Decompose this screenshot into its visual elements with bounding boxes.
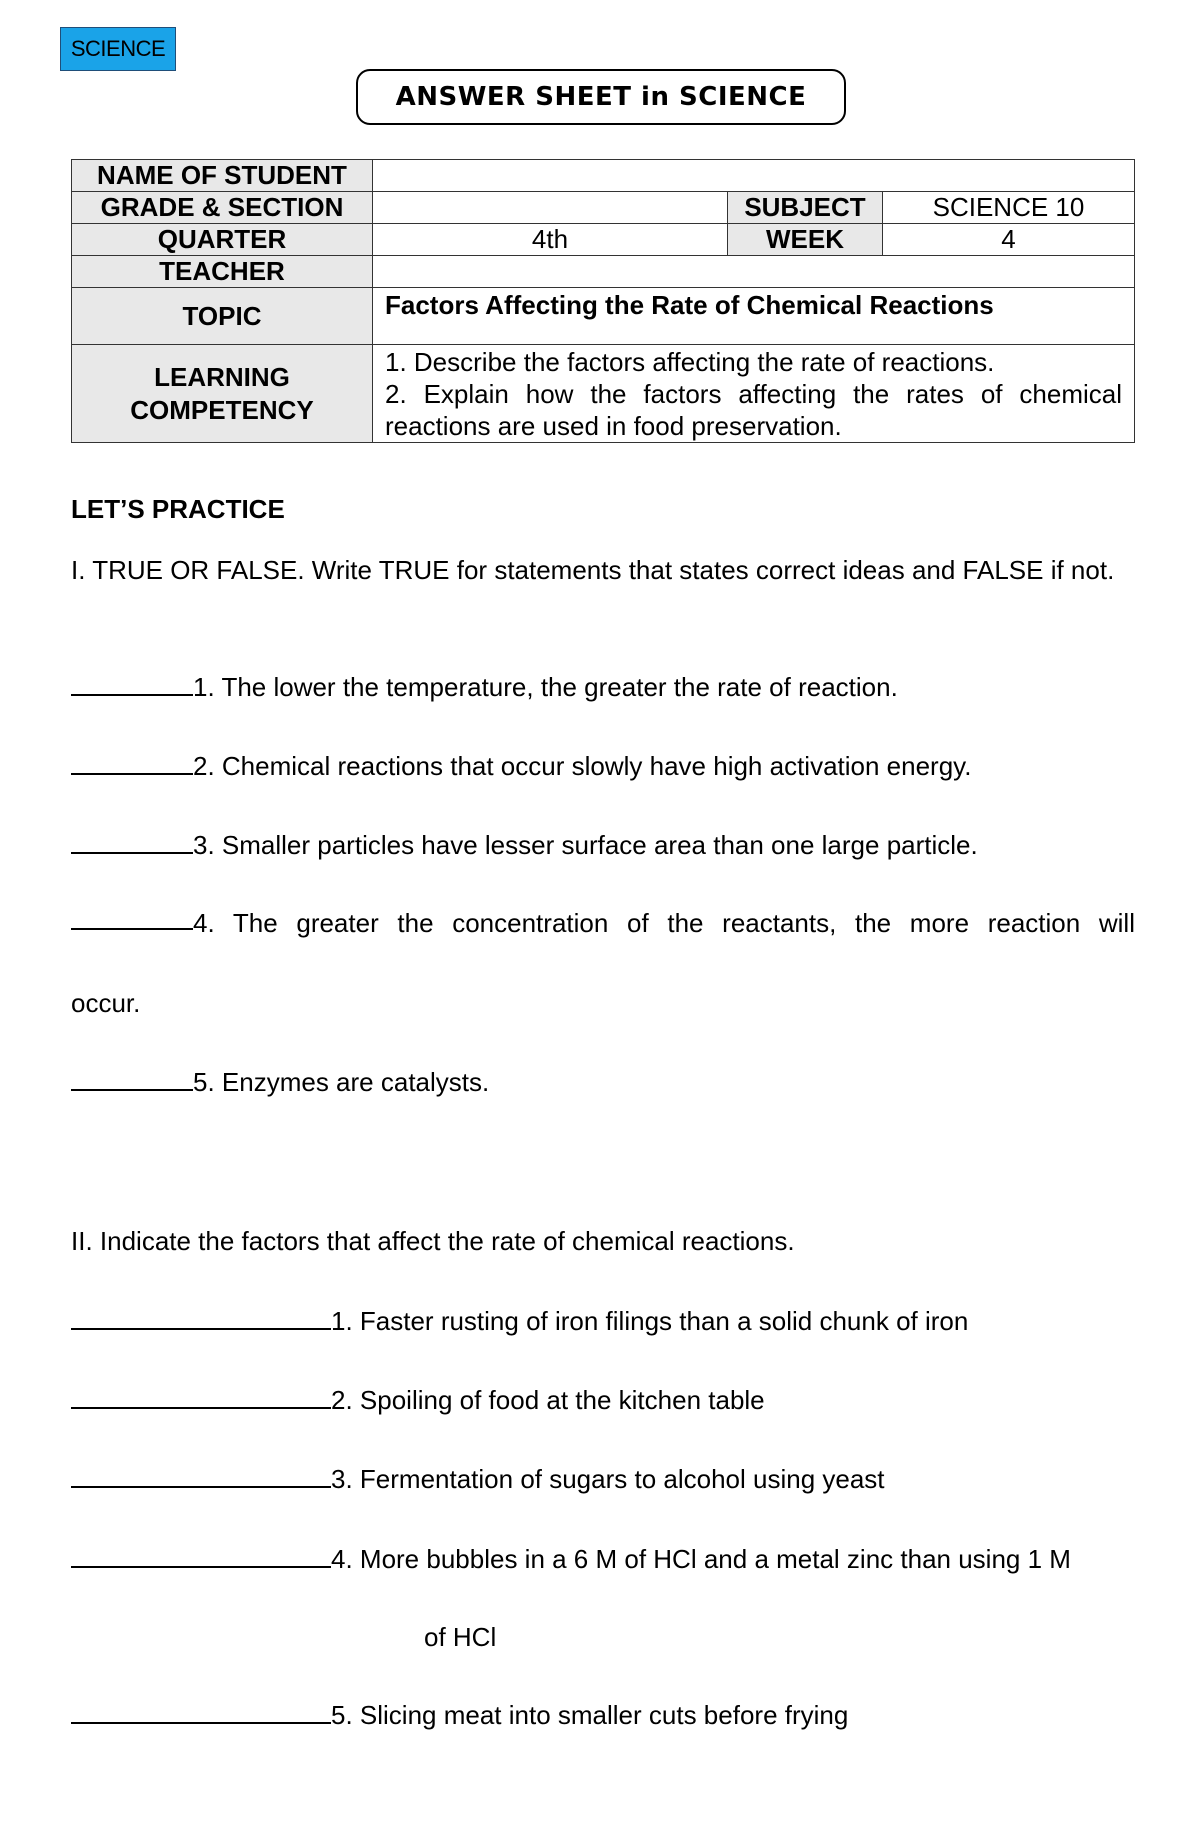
subject-label: SUBJECT — [728, 192, 883, 224]
answer-blank[interactable] — [71, 1702, 331, 1724]
answer-blank[interactable] — [71, 1546, 331, 1568]
answer-blank[interactable] — [71, 753, 193, 775]
subject-tag: SCIENCE — [60, 27, 176, 71]
tf-item-1 — [71, 672, 1135, 703]
week-label: WEEK — [728, 224, 883, 256]
factor-item-text: 5. Slicing meat into smaller cuts before frying — [331, 1700, 849, 1730]
factor-item-3 — [71, 1464, 1135, 1495]
teacher-row — [72, 256, 1135, 288]
subject-value: SCIENCE 10 — [883, 192, 1135, 224]
topic-label: TOPIC — [72, 288, 373, 345]
grade-field[interactable] — [373, 192, 728, 224]
competency-row — [72, 345, 1135, 443]
tf-item-text: 4. The greater the concentration of the reactants, the more reaction will — [193, 908, 1135, 938]
factor-item-text: 3. Fermentation of sugars to alcohol using yeast — [331, 1464, 885, 1494]
answer-blank[interactable] — [71, 1466, 331, 1488]
name-field[interactable] — [373, 160, 1135, 192]
tf-item-text: 1. The lower the temperature, the greater the rate of reaction. — [193, 672, 898, 702]
part1-instruction: I. TRUE OR FALSE. Write TRUE for statements that states correct ideas and FALSE if not. — [71, 555, 1115, 585]
competency-label-line-2: COMPETENCY — [130, 394, 314, 425]
tf-item-text: 5. Enzymes are catalysts. — [193, 1067, 490, 1097]
week-value: 4 — [883, 224, 1135, 256]
factor-item-text: 2. Spoiling of food at the kitchen table — [331, 1385, 765, 1415]
factor-item-text: 4. More bubbles in a 6 M of HCl and a metal zinc than using 1 M — [331, 1544, 1071, 1574]
factor-item-2 — [71, 1385, 1135, 1416]
tf-item-2 — [71, 751, 1135, 782]
answer-blank[interactable] — [71, 1069, 193, 1091]
tf-item-text: 3. Smaller particles have lesser surface area than one large particle. — [193, 830, 978, 860]
grade-row — [72, 192, 1135, 224]
student-info-table — [71, 159, 1135, 443]
teacher-field[interactable] — [373, 256, 1135, 288]
factor-item-4 — [71, 1544, 1135, 1575]
page-title: ANSWER SHEET in SCIENCE — [356, 69, 846, 125]
factor-item-5 — [71, 1700, 1135, 1731]
topic-row — [72, 288, 1135, 345]
answer-blank[interactable] — [71, 832, 193, 854]
tf-item-3 — [71, 830, 1135, 861]
topic-value: Factors Affecting the Rate of Chemical Reactions — [373, 288, 1135, 345]
answer-blank[interactable] — [71, 1308, 331, 1330]
tf-item-4-continued: occur. — [71, 988, 141, 1018]
part2-instruction: II. Indicate the factors that affect the rate of chemical reactions. — [71, 1226, 795, 1256]
tf-item-5 — [71, 1067, 1135, 1098]
competency-label — [72, 345, 373, 443]
tf-item-text: 2. Chemical reactions that occur slowly have high activation energy. — [193, 751, 972, 781]
teacher-label: TEACHER — [72, 256, 373, 288]
quarter-value: 4th — [373, 224, 728, 256]
name-row — [72, 160, 1135, 192]
answer-blank[interactable] — [71, 1387, 331, 1409]
competency-value — [373, 345, 1135, 443]
competency-label-line-1: LEARNING — [154, 361, 290, 392]
competency-item-1: 1. Describe the factors affecting the rate of reactions. — [385, 347, 995, 377]
quarter-row — [72, 224, 1135, 256]
answer-blank[interactable] — [71, 674, 193, 696]
tf-item-4 — [71, 908, 1135, 939]
factor-item-text: 1. Faster rusting of iron filings than a solid chunk of iron — [331, 1306, 969, 1336]
competency-item-2: 2. Explain how the factors affecting the rates of chemical reactions are used in food preservation. — [385, 379, 1122, 441]
grade-label: GRADE & SECTION — [72, 192, 373, 224]
name-label: NAME OF STUDENT — [72, 160, 373, 192]
factor-item-4-continued: of HCl — [424, 1622, 497, 1652]
practice-heading: LET’S PRACTICE — [71, 494, 285, 524]
factor-item-1 — [71, 1306, 1135, 1337]
quarter-label: QUARTER — [72, 224, 373, 256]
answer-blank[interactable] — [71, 908, 193, 930]
